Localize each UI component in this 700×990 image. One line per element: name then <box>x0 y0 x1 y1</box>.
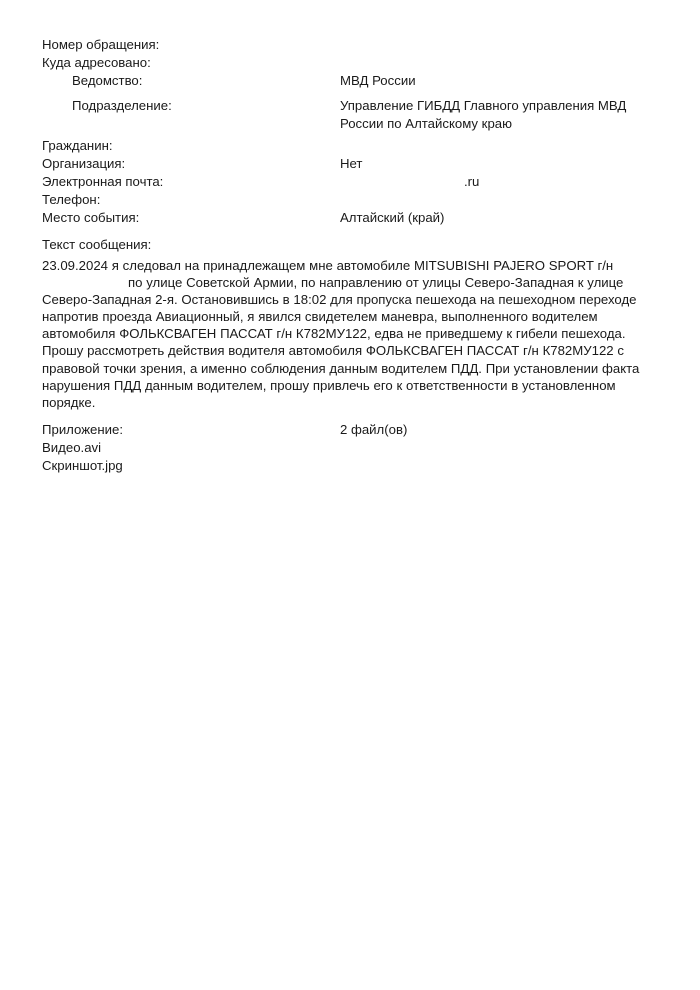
field-label-phone: Телефон: <box>42 192 101 207</box>
field-label-agency: Ведомство: <box>72 73 143 88</box>
message-text-body <box>42 257 656 411</box>
field-value-email: .ru <box>464 174 480 189</box>
field-row-phone <box>42 191 658 209</box>
field-value-addressed-to <box>340 54 658 72</box>
field-value-appeal-number <box>340 36 658 54</box>
attachment-file-item[interactable]: Скриншот.jpg <box>42 458 123 474</box>
field-value-citizen <box>340 137 658 155</box>
message-text-part-2: по улице Советской Армии, по направлению от улицы Северо-Западная к улице Северо-Западная 2-я. Остановившись в 18:02 для пропуска пешехода на пешеходном переходе напротив проезда Авиационный, я явился свидетелем маневра, выполненного водителем автомобиля ФОЛЬКСВАГЕН ПАССАТ г/н К782МУ122, едва не приведшему к гибели пешехода. Прошу рассмотреть действия водителя автомобиля ФОЛЬКСВАГЕН ПАССАТ г/н К782МУ122 с правовой точки зрения, а именно соблюдения данным водителем ПДД. При установлении факта нарушения ПДД данным водителем, прошу привлечь его к ответственности в установленном порядке. <box>42 275 644 410</box>
field-row-appeal-number <box>42 36 658 54</box>
field-label-citizen: Гражданин: <box>42 138 113 153</box>
field-row-subdivision <box>42 97 658 133</box>
attachment-file-item[interactable]: Видео.avi <box>42 439 102 455</box>
field-row-email <box>42 173 658 191</box>
appeal-document <box>42 36 658 476</box>
field-row-organization <box>42 155 658 173</box>
field-value-event-location: Алтайский (край) <box>340 210 445 225</box>
attachment-label: Приложение: <box>42 421 124 437</box>
field-value-phone <box>340 191 658 209</box>
field-label-appeal-number: Номер обращения: <box>42 37 160 52</box>
field-row-citizen <box>42 137 658 155</box>
field-label-organization: Организация: <box>42 156 126 171</box>
field-value-subdivision: Управление ГИБДД Главного управления МВД России по Алтайскому краю <box>340 98 631 131</box>
field-row-agency <box>42 72 658 90</box>
attachment-block <box>42 421 658 476</box>
field-label-email: Электронная почта: <box>42 174 164 189</box>
message-text-label: Текст сообщения: <box>42 237 152 252</box>
attachment-count: 2 файл(ов) <box>340 421 408 437</box>
attachment-summary-row <box>42 421 658 439</box>
field-value-organization: Нет <box>340 156 363 171</box>
field-value-agency: МВД России <box>340 73 416 88</box>
message-text-part-1: 23.09.2024 я следовал на принадлежащем мне автомобиле MITSUBISHI PAJERO SPORT г/н <box>42 258 614 273</box>
spacer-agency-subdivision <box>42 90 658 97</box>
field-label-event-location: Место события: <box>42 210 140 225</box>
field-label-addressed-to: Куда адресовано: <box>42 55 151 70</box>
field-row-addressed-to <box>42 54 658 72</box>
field-row-event-location <box>42 209 658 227</box>
field-label-subdivision: Подразделение: <box>72 98 172 113</box>
